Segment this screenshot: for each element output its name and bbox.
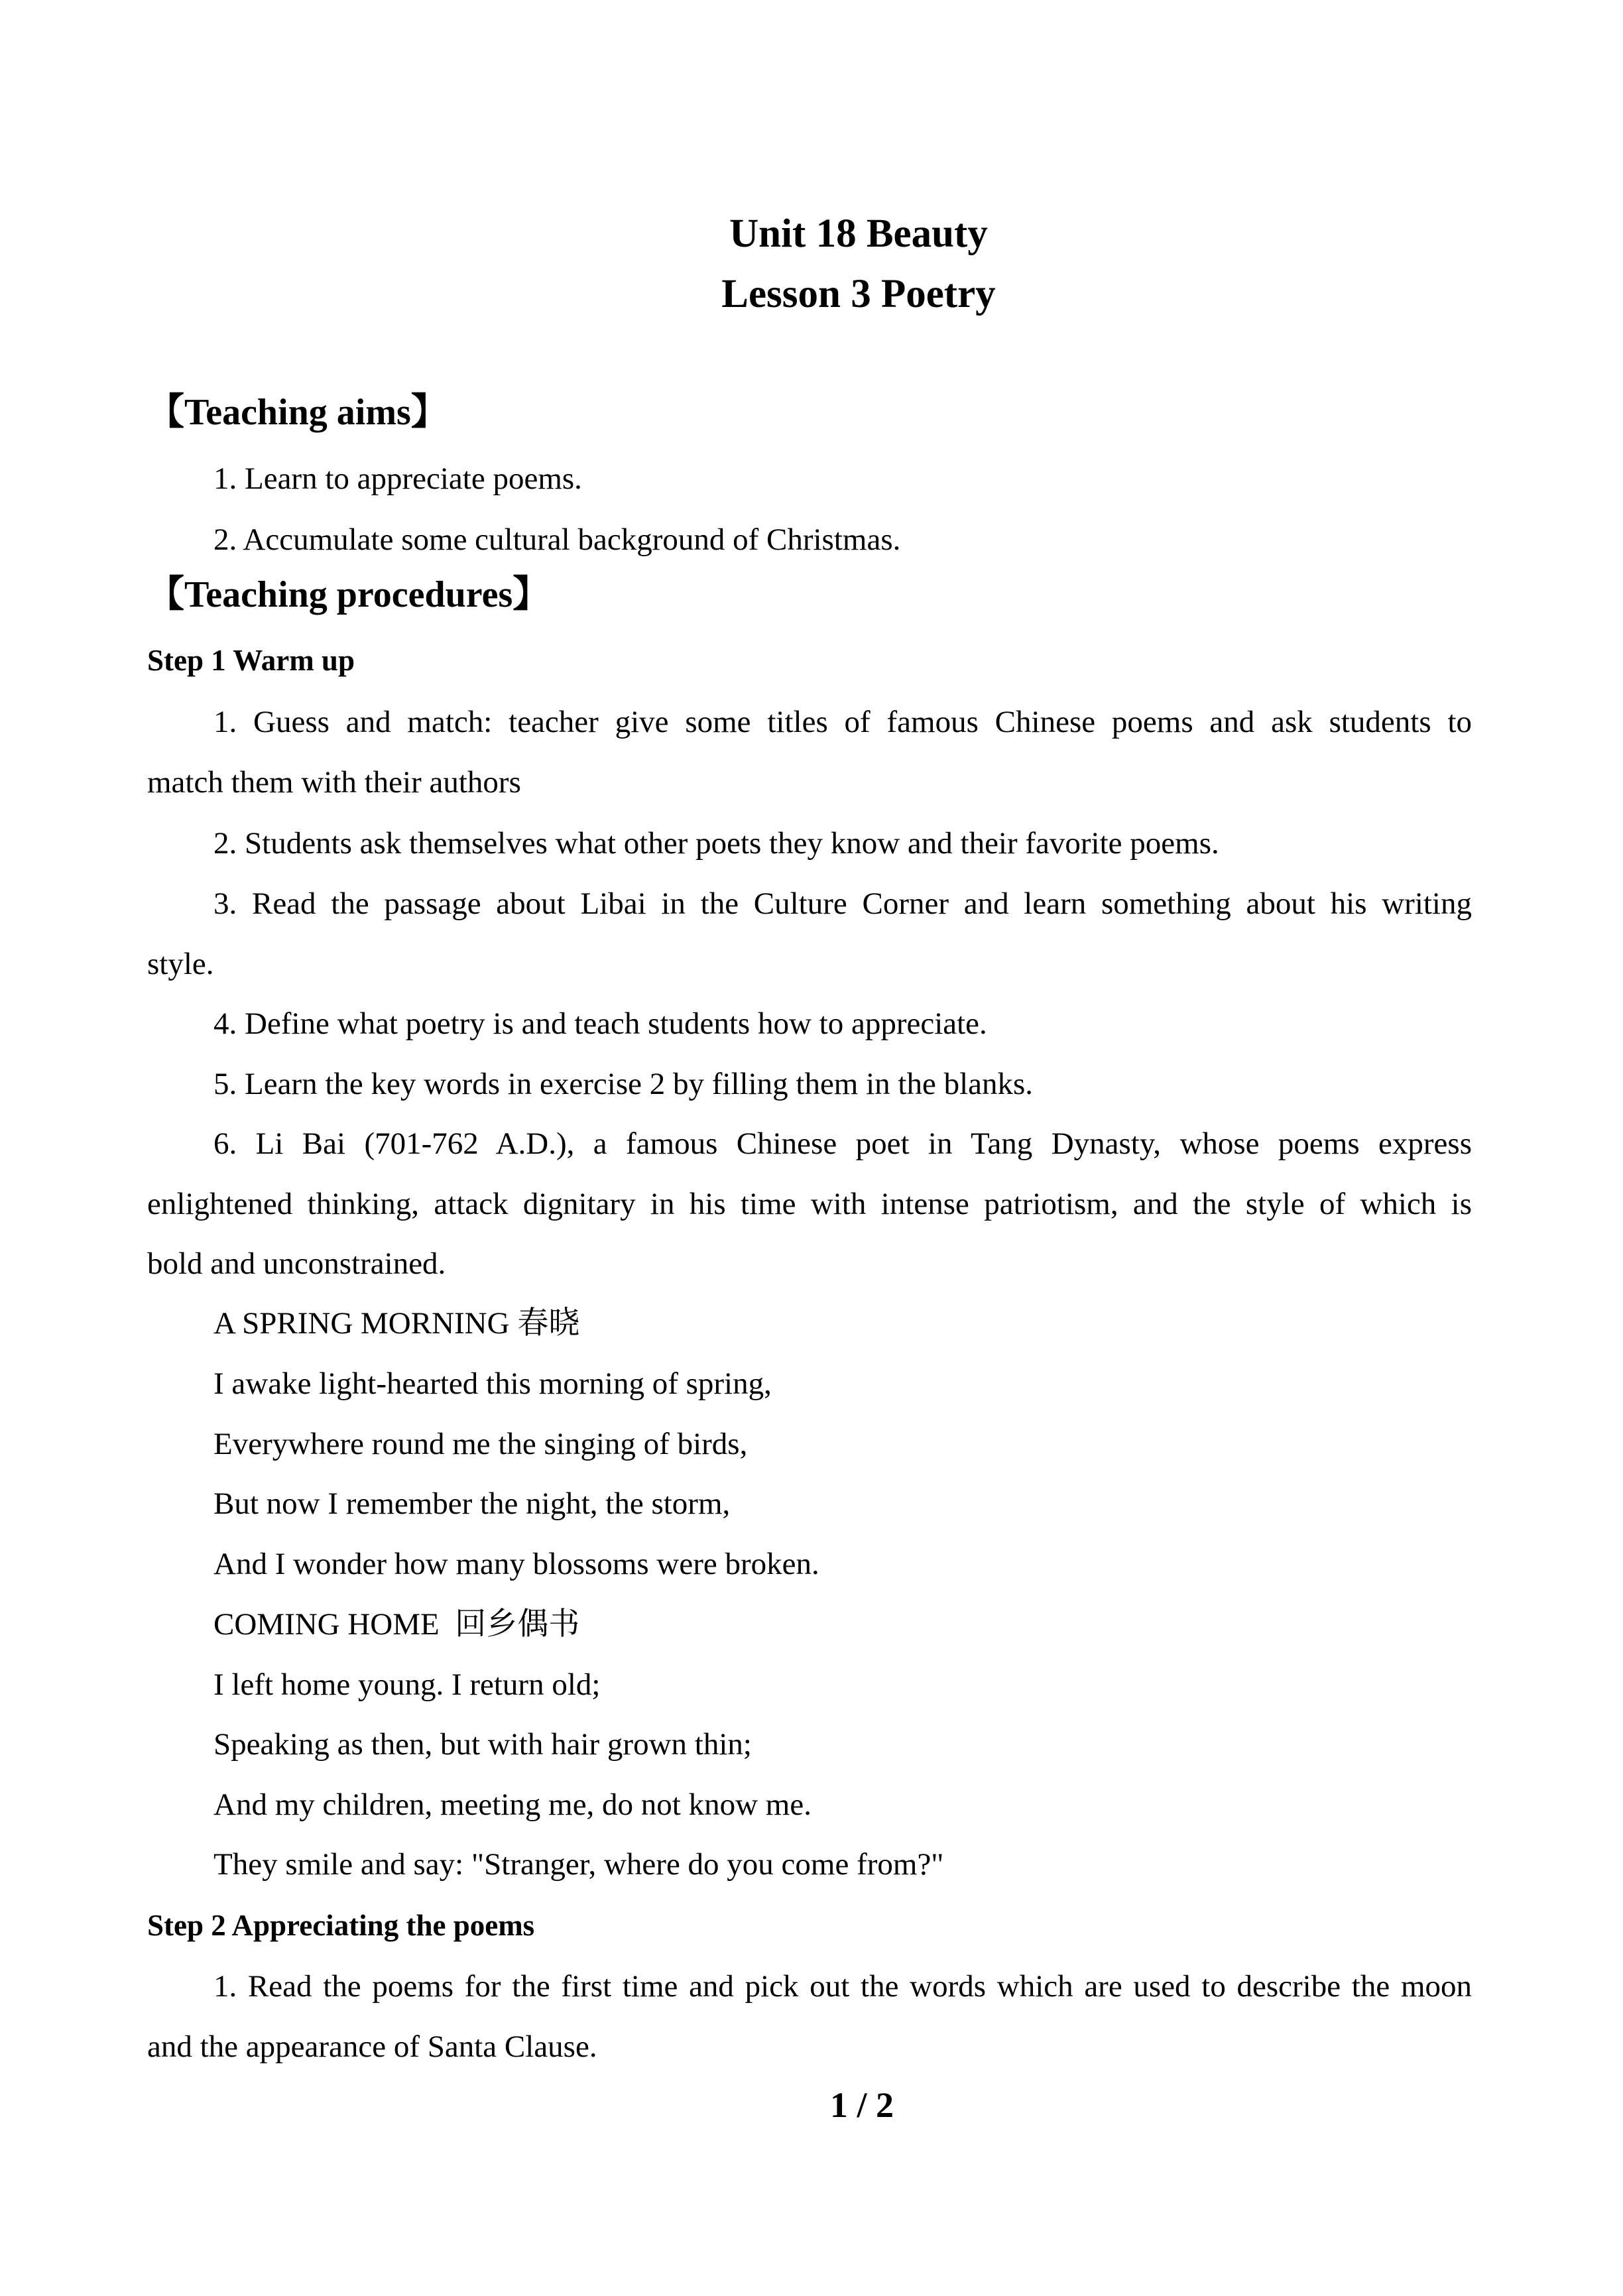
poem2-line: Speaking as then, but with hair grown thin;: [213, 1727, 752, 1762]
procedures-heading: 【Teaching procedures】: [147, 574, 550, 615]
poem1-line: But now I remember the night, the storm,: [213, 1486, 731, 1521]
step1-heading: Step 1 Warm up: [147, 644, 355, 677]
poem2-title: COMING HOME 回乡偶书: [213, 1607, 580, 1642]
step1-item6-line2: enlightened thinking, attack dignitary in his time with intense patriotism, and the style of which is: [147, 1187, 1472, 1221]
step1-item1-line2: match them with their authors: [147, 765, 521, 800]
step1-item6-line1: 6. Li Bai (701-762 A.D.), a famous Chinese poet in Tang Dynasty, whose poems express: [213, 1126, 1472, 1161]
poem1-line: Everywhere round me the singing of birds,: [213, 1427, 748, 1461]
poem1-line: And I wonder how many blossoms were broken.: [213, 1547, 819, 1581]
step1-item3-line2: style.: [147, 947, 214, 981]
step1-item3-line1: 3. Read the passage about Libai in the Culture Corner and learn something about his writing: [213, 886, 1472, 921]
step2-heading: Step 2 Appreciating the poems: [147, 1909, 535, 1942]
step1-item4: 4. Define what poetry is and teach students how to appreciate.: [213, 1006, 987, 1041]
step2-item1-line1: 1. Read the poems for the first time and pick out the words which are used to describe the moon: [213, 1969, 1472, 2004]
aims-heading: 【Teaching aims】: [147, 392, 448, 433]
poem1-title: A SPRING MORNING 春晓: [213, 1306, 580, 1341]
step2-item1-line2: and the appearance of Santa Clause.: [147, 2029, 597, 2064]
step1-item1-line1: 1. Guess and match: teacher give some titles of famous Chinese poems and ask students to: [213, 705, 1472, 739]
poem1-line: I awake light-hearted this morning of spring,: [213, 1366, 772, 1401]
poem2-line: And my children, meeting me, do not know me.: [213, 1787, 812, 1822]
step1-item6-line3: bold and unconstrained.: [147, 1246, 446, 1281]
poem2-line: I left home young. I return old;: [213, 1667, 601, 1702]
document-title: Unit 18 Beauty: [729, 211, 988, 256]
step1-item5: 5. Learn the key words in exercise 2 by filling them in the blanks.: [213, 1067, 1034, 1101]
step1-item2: 2. Students ask themselves what other poets they know and their favorite poems.: [213, 826, 1219, 861]
aim-item: 1. Learn to appreciate poems.: [213, 461, 582, 496]
document-subtitle: Lesson 3 Poetry: [721, 272, 996, 316]
aim-item: 2. Accumulate some cultural background of Christmas.: [213, 522, 901, 557]
page-number: 1 / 2: [829, 2085, 894, 2125]
poem2-line: They smile and say: "Stranger, where do you come from?": [213, 1847, 944, 1882]
